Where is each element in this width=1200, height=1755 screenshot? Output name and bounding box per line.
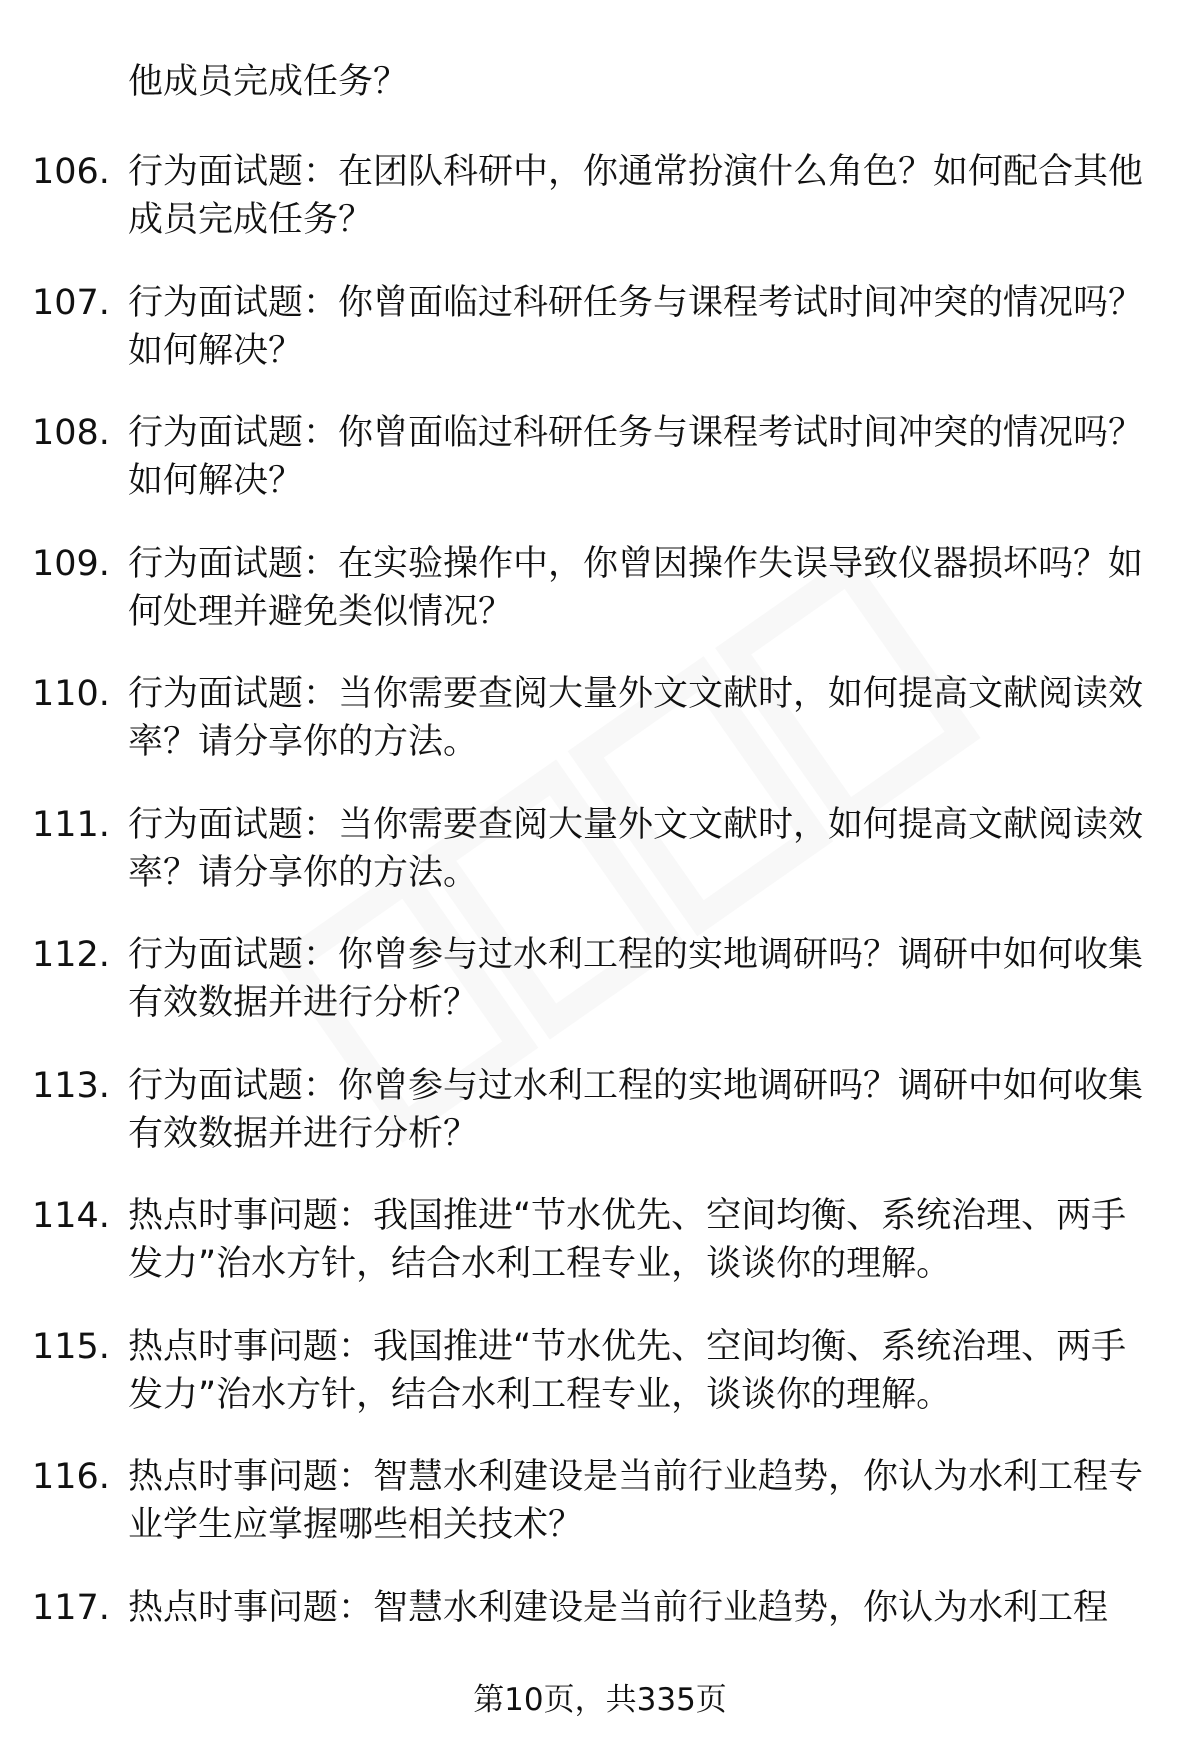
question-item bbox=[0, 801, 1200, 932]
question-text: 行为面试题：当你需要查阅大量外文文献时，如何提高文献阅读效率？请分享你的方法。 bbox=[128, 674, 1144, 762]
question-list bbox=[0, 148, 1200, 1714]
continued-question-text: 他成员完成任务？ bbox=[128, 62, 409, 102]
question-number: 111. bbox=[32, 804, 110, 845]
question-number: 107. bbox=[32, 282, 110, 323]
question-text: 热点时事问题：智慧水利建设是当前行业趋势，你认为水利工程专业学生应掌握哪些相关技术？ bbox=[128, 1457, 1144, 1545]
question-item bbox=[0, 1323, 1200, 1454]
question-number: 112. bbox=[32, 935, 110, 975]
question-number: 109. bbox=[32, 543, 110, 584]
question-text: 行为面试题：你曾面临过科研任务与课程考试时间冲突的情况吗？如何解决？ bbox=[128, 413, 1144, 501]
question-number: 114. bbox=[32, 1196, 110, 1236]
question-text: 行为面试题：你曾面临过科研任务与课程考试时间冲突的情况吗？如何解决？ bbox=[128, 282, 1144, 371]
question-text: 行为面试题：当你需要查阅大量外文文献时，如何提高文献阅读效率？请分享你的方法。 bbox=[128, 804, 1144, 893]
question-number: 116. bbox=[32, 1457, 110, 1497]
question-item bbox=[0, 409, 1200, 540]
question-item bbox=[0, 148, 1200, 279]
question-number: 115. bbox=[32, 1326, 110, 1367]
question-text: 行为面试题：在实验操作中，你曾因操作失误导致仪器损坏吗？如何处理并避免类似情况？ bbox=[128, 543, 1144, 632]
question-item bbox=[0, 540, 1200, 671]
question-text: 行为面试题：在团队科研中，你通常扮演什么角色？如何配合其他成员完成任务？ bbox=[128, 152, 1144, 240]
page-footer: 第10页，共335页 bbox=[473, 1682, 727, 1718]
question-item bbox=[0, 931, 1200, 1062]
question-item bbox=[0, 1062, 1200, 1193]
question-number: 117. bbox=[32, 1587, 110, 1628]
question-number: 106. bbox=[32, 152, 110, 192]
question-item bbox=[0, 1453, 1200, 1584]
question-text: 热点时事问题：我国推进“节水优先、空间均衡、系统治理、两手发力”治水方针，结合水利工程专业，谈谈你的理解。 bbox=[128, 1196, 1127, 1284]
question-number: 113. bbox=[32, 1065, 110, 1106]
question-text: 行为面试题：你曾参与过水利工程的实地调研吗？调研中如何收集有效数据并进行分析？ bbox=[128, 935, 1144, 1023]
question-text: 热点时事问题：我国推进“节水优先、空间均衡、系统治理、两手发力”治水方针，结合水利工程专业，谈谈你的理解。 bbox=[128, 1326, 1127, 1415]
question-item bbox=[0, 670, 1200, 801]
question-item bbox=[0, 279, 1200, 410]
question-number: 110. bbox=[32, 674, 110, 714]
question-item bbox=[0, 1192, 1200, 1323]
question-text: 行为面试题：你曾参与过水利工程的实地调研吗？调研中如何收集有效数据并进行分析？ bbox=[128, 1065, 1144, 1154]
question-text: 热点时事问题：智慧水利建设是当前行业趋势，你认为水利工程 bbox=[128, 1587, 1109, 1628]
question-number: 108. bbox=[32, 413, 110, 453]
